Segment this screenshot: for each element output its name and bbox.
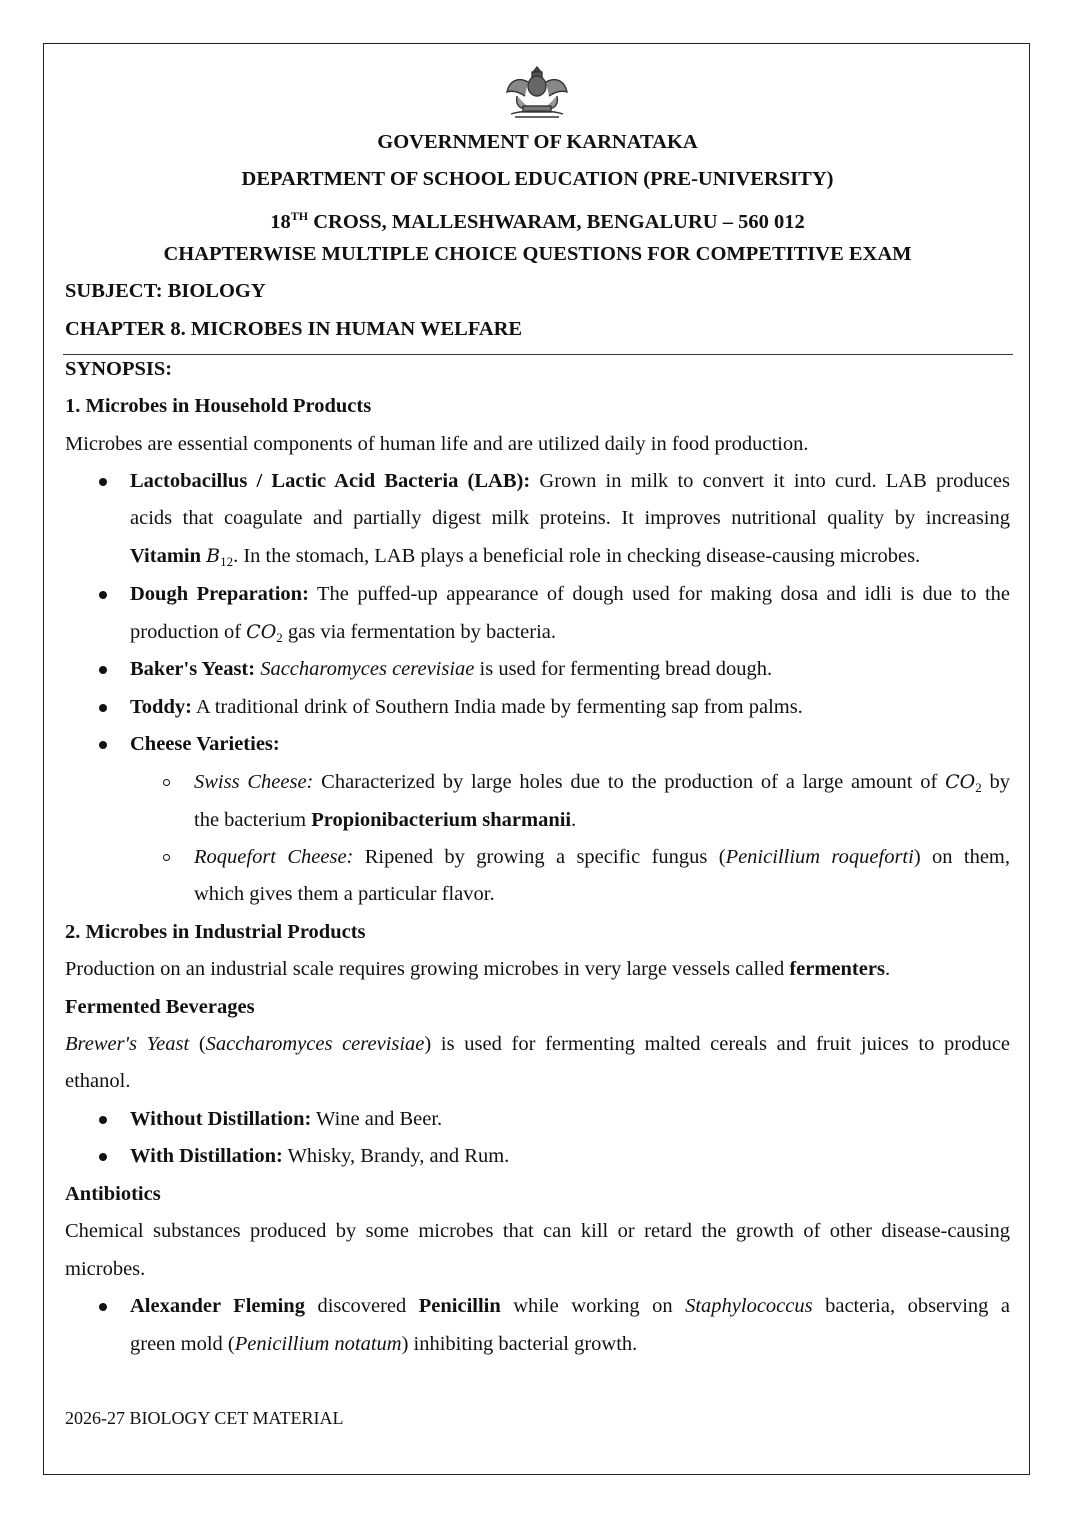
bullet-marker	[99, 591, 107, 599]
lab-item-line-1: Lactobacillus / Lactic Acid Bacteria (LAB): Grown in milk to convert it into curd. LAB produces	[130, 470, 1010, 492]
antibiotics-heading: Antibiotics	[65, 1183, 161, 1205]
bullet-marker	[99, 478, 107, 486]
roquefort-cheese-line-2: which gives them a particular flavor.	[194, 883, 495, 905]
document-title: CHAPTERWISE MULTIPLE CHOICE QUESTIONS FOR COMPETITIVE EXAM	[163, 243, 912, 265]
section-1-heading: 1. Microbes in Household Products	[65, 395, 372, 417]
sub-bullet-marker	[163, 854, 170, 861]
divider	[63, 354, 1013, 355]
department-heading: DEPARTMENT OF SCHOOL EDUCATION (PRE-UNIVERSITY)	[241, 168, 834, 190]
karnataka-emblem-icon	[503, 66, 571, 118]
fleming-item-line-2: green mold (Penicillium notatum) inhibiting bacterial growth.	[130, 1333, 638, 1355]
brewers-yeast-line-2: ethanol.	[65, 1070, 131, 1092]
cheese-item: Cheese Varieties:	[130, 733, 280, 755]
antibiotics-line-1: Chemical substances produced by some microbes that can kill or retard the growth of other disease-causing	[65, 1220, 1010, 1242]
lab-item-line-2: acids that coagulate and partially digest milk proteins. It improves nutritional quality by increasing	[130, 507, 1010, 529]
synopsis-heading: SYNOPSIS:	[65, 358, 173, 380]
section-2-intro: Production on an industrial scale requires growing microbes in very large vessels called fermenters.	[65, 958, 891, 980]
swiss-cheese-line-2: the bacterium Propionibacterium sharmanii.	[194, 809, 577, 831]
address-line: 18TH CROSS, MALLESHWARAM, BENGALURU – 560 012	[270, 209, 805, 233]
fermented-beverages-heading: Fermented Beverages	[65, 996, 255, 1018]
with-distillation-item: With Distillation: Whisky, Brandy, and Rum.	[130, 1145, 510, 1167]
bullet-marker	[99, 704, 107, 712]
brewers-yeast-line-1: Brewer's Yeast (Saccharomyces cerevisiae) is used for fermenting malted cereals and fruit juices to produce	[65, 1033, 1011, 1055]
government-heading: GOVERNMENT OF KARNATAKA	[377, 131, 698, 153]
yeast-item: Baker's Yeast: Saccharomyces cerevisiae is used for fermenting bread dough.	[130, 658, 773, 680]
fleming-item-line-1: Alexander Fleming discovered Penicillin while working on Staphylococcus bacteria, observing a	[130, 1295, 1011, 1317]
bullet-marker	[99, 741, 107, 749]
without-distillation-item: Without Distillation: Wine and Beer.	[130, 1108, 443, 1130]
section-1-intro: Microbes are essential components of human life and are utilized daily in food production.	[65, 433, 809, 455]
chapter-line: CHAPTER 8. MICROBES IN HUMAN WELFARE	[65, 318, 523, 340]
sub-bullet-marker	[163, 779, 170, 786]
toddy-item: Toddy: A traditional drink of Southern India made by fermenting sap from palms.	[130, 696, 803, 718]
section-2-heading: 2. Microbes in Industrial Products	[65, 921, 366, 943]
bullet-marker	[99, 666, 107, 674]
bullet-marker	[99, 1153, 107, 1161]
page-footer: 2026-27 BIOLOGY CET MATERIAL	[65, 1408, 344, 1428]
subject-line: SUBJECT: BIOLOGY	[65, 280, 266, 302]
roquefort-cheese-line-1: Roquefort Cheese: Ripened by growing a specific fungus (Penicillium roqueforti) on them,	[194, 846, 1010, 868]
lab-item-line-3: Vitamin $B_{12}$. In the stomach, LAB plays a beneficial role in checking disease-causing microbes.	[130, 545, 921, 569]
antibiotics-line-2: microbes.	[65, 1258, 146, 1280]
bullet-marker	[99, 1303, 107, 1311]
bullet-marker	[99, 1116, 107, 1124]
swiss-cheese-line-1: Swiss Cheese: Characterized by large holes due to the production of a large amount of $CO_2$ by	[194, 771, 1010, 795]
dough-item-line-2: production of $CO_2$ gas via fermentation by bacteria.	[130, 621, 556, 645]
dough-item-line-1: Dough Preparation: The puffed-up appearance of dough used for making dosa and idli is due to the	[130, 583, 1010, 605]
